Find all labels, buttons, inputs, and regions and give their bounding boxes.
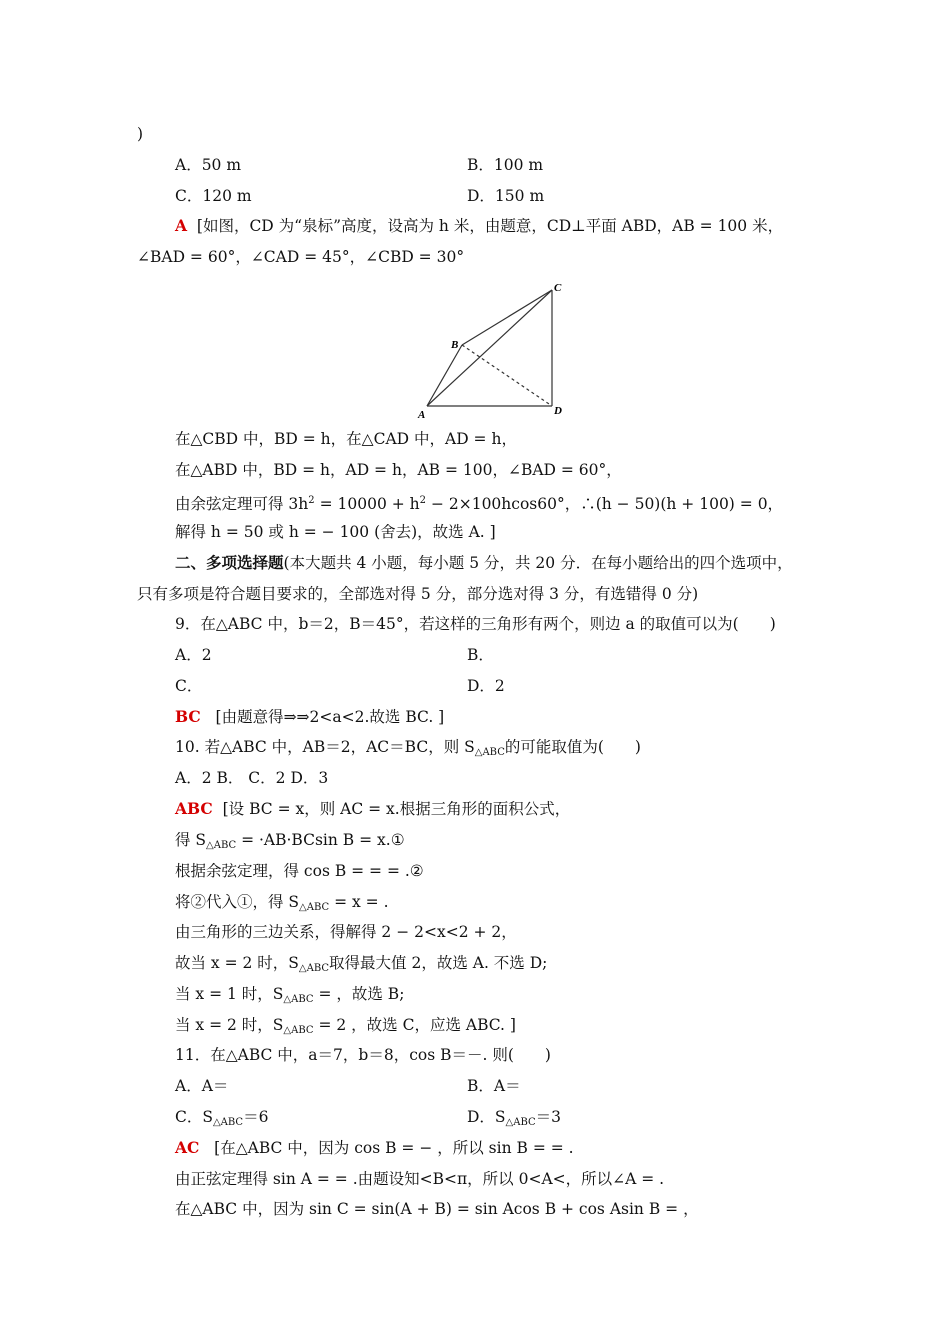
- q8-explanation-line1: A [如图，CD 为“泉标”高度，设高为 h 米，由题意，CD⊥平面 ABD，AB = 100 米，: [175, 216, 784, 235]
- continuation-paren: ): [137, 125, 144, 143]
- q10-step7: 当 x = 2 时，$S_{\triangle ABC} = 2$ ，故选 C，应选 ABC. ]: [175, 1016, 516, 1036]
- q11-explanation: AC [在△ABC 中，因为 cos B = − ，所以 sin B = = .: [175, 1138, 574, 1157]
- section2-title: 二、多项选择题: [175, 553, 284, 572]
- q9-option-d: D．2: [467, 677, 505, 695]
- q10-step3: 将②代入①，得 $S_{\triangle ABC} = x$ = .: [175, 893, 389, 913]
- q11-option-a: A．A＝: [175, 1077, 229, 1095]
- q9-option-b: B．: [467, 646, 494, 664]
- q8-step2: 在△ABD 中，BD = h，AD = h，AB = 100，∠BAD = 60°，: [175, 461, 622, 479]
- q10-step5: 故当 x = 2 时，$S_{\triangle ABC}$取得最大值 2，故选 A. 不选 D;: [175, 954, 548, 974]
- q11-option-c: C．$S_{\triangle ABC}=6$: [175, 1108, 269, 1128]
- q9-option-c: C．: [175, 677, 203, 695]
- q10-stem: 10. 若△ABC 中，AB＝2，AC＝BC，则 $S_{\triangle ABC}$的可能取值为( ): [175, 738, 641, 758]
- q11-step1: 由正弦定理得 sin A = = .由题设知<B<π，所以 0<A<，所以∠A = .: [175, 1170, 665, 1188]
- q11-step2: 在△ABC 中，因为 sin C = sin(A + B) = sin Acos B + cos Asin B = ，: [175, 1200, 699, 1218]
- pyramid-figure: [415, 278, 575, 423]
- q9-explanation: BC [由题意得⇒⇒2<a<2.故选 BC. ]: [175, 707, 445, 726]
- q8-option-a: A．50 m: [175, 156, 242, 174]
- q11-option-b: B．A＝: [467, 1077, 521, 1095]
- edge-bd-dashed: [462, 345, 552, 406]
- q10-step2: 根据余弦定理，得 cos B = = = .②: [175, 862, 424, 880]
- q8-step1: 在△CBD 中，BD = h，在△CAD 中，AD = h，: [175, 430, 517, 448]
- q9-answer: BC: [175, 707, 201, 726]
- q11-option-d: D．$S_{\triangle ABC}=3$: [467, 1108, 562, 1128]
- q8-answer: A: [175, 216, 188, 235]
- q8-option-d: D．150 m: [467, 187, 545, 205]
- q10-step1: 得 $S_{\triangle ABC} = \cdot AB\cdot BCsin$ B = x.①: [175, 831, 405, 851]
- edge-ab: [427, 345, 462, 406]
- q10-explanation: ABC [设 BC = x，则 AC = x.根据三角形的面积公式，: [175, 799, 571, 818]
- q10-options: A．2 B． C．2 D．3: [175, 769, 329, 787]
- section2-heading: 二、多项选择题(本大题共 4 小题，每小题 5 分，共 20 分．在每小题给出的四个选项中，: [175, 553, 793, 572]
- q8-explanation-line2: ∠BAD = 60°，∠CAD = 45°，∠CBD = 30°: [137, 248, 465, 266]
- label-a: A: [418, 409, 426, 421]
- edge-bc: [462, 290, 552, 345]
- label-c: C: [554, 282, 562, 294]
- q8-option-b: B．100 m: [467, 156, 544, 174]
- q10-step6: 当 x = 1 时，$S_{\triangle ABC}$ = ，故选 B;: [175, 985, 405, 1005]
- q8-step4: 解得 h = 50 或 h = − 100 (舍去)，故选 A. ]: [175, 523, 496, 541]
- label-d: D: [554, 405, 562, 417]
- q8-step3: 由余弦定理可得 $3h^2 = 10000 + h^2 - 2\times 100hcos60^\circ$，∴(h − 50)(h + 100) = 0，: [175, 495, 784, 513]
- q11-stem: 11．在△ABC 中，a＝7，b＝8，cos B＝－. 则( ): [175, 1046, 551, 1064]
- q10-step4: 由三角形的三边关系，得解得 2 − 2<x<2 + 2，: [175, 923, 517, 941]
- q8-option-c: C．120 m: [175, 187, 252, 205]
- edge-ac: [427, 290, 552, 406]
- label-b: B: [451, 339, 459, 351]
- q11-answer: AC: [175, 1138, 200, 1157]
- section2-desc: 只有多项是符合题目要求的，全部选对得 5 分，部分选对得 3 分，有选错得 0 分): [137, 585, 699, 603]
- q9-option-a: A．2: [175, 646, 212, 664]
- q9-stem: 9．在△ABC 中，b＝2，B＝45°，若这样的三角形有两个，则边 a 的取值可以为( ): [175, 615, 776, 633]
- q10-answer: ABC: [175, 799, 213, 818]
